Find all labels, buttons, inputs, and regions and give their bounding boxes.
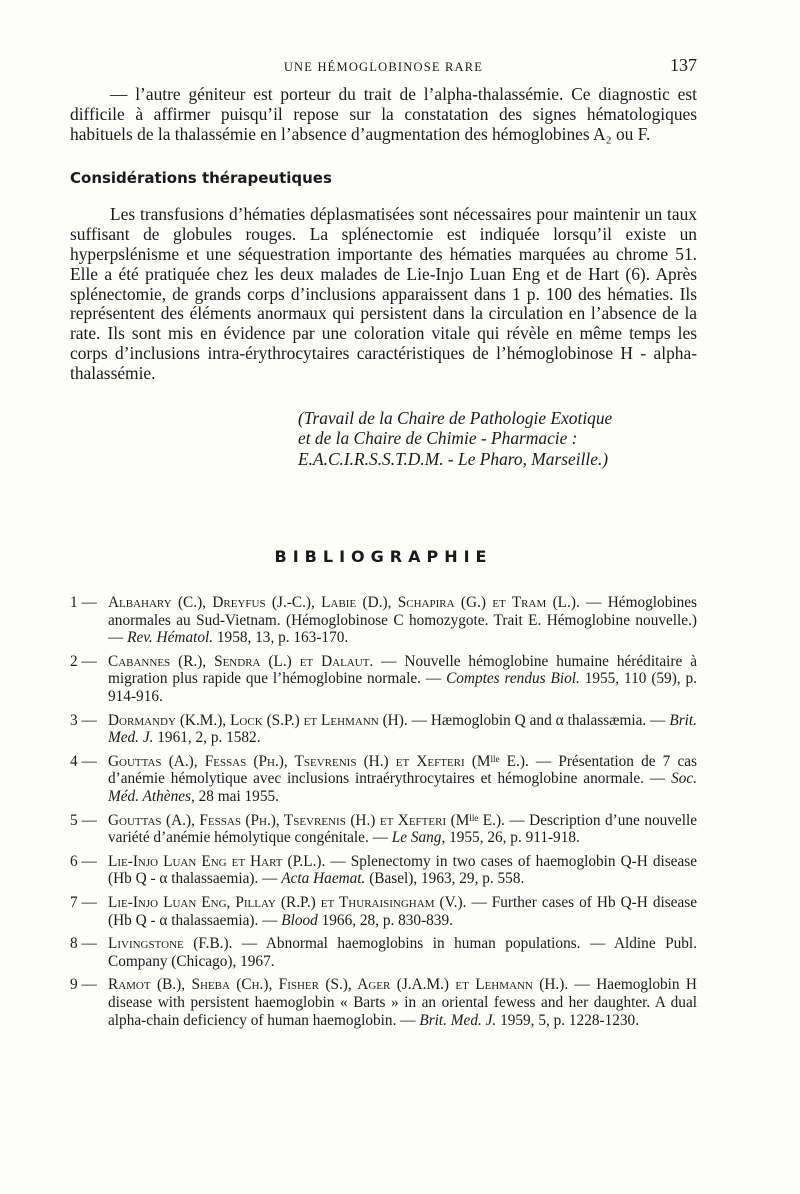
- reference-tail: 28 mai 1955.: [194, 788, 279, 805]
- reference-item: [70, 712, 697, 747]
- reference-body: [108, 653, 697, 706]
- reference-tail: 1955, 110 (59), p. 914-916.: [108, 670, 698, 706]
- reference-number: 2 —: [70, 652, 97, 670]
- reference-source: Le Sang,: [391, 829, 446, 847]
- reference-text: — Splenectomy in two cases of haemoglobin Q-H disease (Hb Q - α thalassaemia). —: [108, 852, 697, 888]
- signature-line: et de la Chaire de Chimie - Pharmacie :: [298, 428, 578, 449]
- page-number: 137: [670, 55, 697, 75]
- reference-source: Acta Haemat.: [281, 870, 366, 888]
- reference-authors: Cabannes (R.), Sendra (L.) et Dalaut.: [108, 652, 374, 670]
- reference-tail: 1958, 13, p. 163-170.: [213, 629, 349, 647]
- reference-authors: Gouttas (A.), Fessas (Ph.), Tsevrenis (H.) et Xefteri (Mˡˡᵉ E.).: [108, 752, 529, 770]
- reference-body: [108, 894, 697, 929]
- reference-body: [108, 976, 697, 1029]
- intro-paragraph: — l’autre géniteur est porteur du trait de l’alpha-thalassémie. Ce diagnostic est difficile à affirmer puisqu’il repose sur la constatation des signes hématologiques habituels de la thalassémie en l’absence d’augmentation des hémoglobines A₂ ou F.: [70, 84, 697, 144]
- reference-item: [70, 976, 697, 1029]
- reference-number: 1 —: [70, 594, 97, 612]
- reference-tail: 1955, 26, p. 911-918.: [445, 829, 580, 847]
- section-heading: Considérations thérapeutiques: [70, 169, 332, 188]
- reference-source: Blood: [281, 911, 318, 929]
- reference-text: — Présentation de 7 cas d’anémie hémolytique avec inclusions intraérythrocytaires et hémoglobine anormale. —: [108, 752, 697, 788]
- reference-text: — Haemoglobin H disease with persistent haemoglobin « Barts » in an oriental fewess and her daughter. A dual alpha-chain deficiency of human haemoglobin. —: [108, 976, 697, 1029]
- reference-tail: 1966, 28, p. 830-839.: [317, 911, 453, 929]
- reference-list: [70, 594, 697, 1029]
- reference-number: 7 —: [70, 893, 97, 911]
- reference-item: [70, 753, 697, 806]
- reference-item: [70, 853, 697, 888]
- reference-number: 6 —: [70, 852, 97, 870]
- reference-text: — Nouvelle hémoglobine humaine héréditaire à migration plus rapide que l’hémoglobine normale. —: [108, 652, 697, 688]
- reference-body: [108, 935, 697, 970]
- running-head: UNE HÉMOGLOBINOSE RARE: [283, 60, 484, 74]
- reference-tail: 1961, 2, p. 1582.: [153, 729, 261, 747]
- page: [70, 55, 697, 1035]
- reference-tail: 1959, 5, p. 1228-1230.: [496, 1011, 640, 1029]
- reference-item: [70, 594, 697, 647]
- reference-source: Soc. Méd. Athènes,: [108, 770, 697, 805]
- reference-authors: Gouttas (A.), Fessas (Ph.), Tsevrenis (H.) et Xefteri (Mˡˡᵉ E.).: [108, 811, 505, 829]
- reference-text: — Abnormal haemoglobins in human populations. — Aldine Publ. Company (Chicago), 1967.: [108, 935, 697, 970]
- reference-authors: Albahary (C.), Dreyfus (J.-C.), Labie (D.), Schapira (G.) et Tram (L.).: [108, 594, 580, 612]
- reference-body: [108, 853, 697, 888]
- reference-number: 5 —: [70, 811, 97, 829]
- reference-number: 3 —: [70, 711, 97, 729]
- reference-source: Comptes rendus Biol.: [446, 670, 580, 688]
- signature-line: E.A.C.I.R.S.S.T.D.M. - Le Pharo, Marseille.): [298, 448, 609, 469]
- bibliography-title: BIBLIOGRAPHIE: [274, 547, 493, 567]
- therapy-paragraph: Les transfusions d’hématies déplasmatisées sont nécessaires pour maintenir un taux suffisant de globules rouges. La splénectomie est indiquée lorsqu’il existe un hyperpslénisme et une séquestration importante des hématies marquées au chrome 51. Elle a été pratiquée chez les deux malades de Lie-Injo Luan Eng et de Hart (6). Après splénectomie, de grands corps d’inclusions apparaissent dans 1 p. 100 des hématies. Ils représentent des éléments anormaux qui persistent dans la circulation en l’absence de la rate. Ils sont mis en évidence par une coloration vitale qui révèle en même temps les corps d’inclusions intra-érythrocytaires caractéristiques de l’hémoglobinose H - alpha-thalassémie.: [70, 204, 697, 383]
- reference-number: 9 —: [70, 976, 97, 994]
- reference-item: [70, 935, 697, 970]
- reference-authors: Livingstone (F.B.).: [108, 935, 233, 953]
- reference-item: [70, 653, 697, 706]
- reference-body: [108, 753, 697, 806]
- page-header: [70, 55, 697, 85]
- reference-body: [108, 594, 697, 647]
- reference-authors: Lie-Injo Luan Eng et Hart (P.L.).: [108, 852, 326, 870]
- reference-number: 8 —: [70, 935, 97, 953]
- reference-authors: Lie-Injo Luan Eng, Pillay (R.P.) et Thuraisingham (V.).: [108, 893, 467, 911]
- reference-authors: Dormandy (K.M.), Lock (S.P.) et Lehmann (H).: [108, 711, 408, 729]
- reference-text: — Hémoglobines anormales au Sud-Vietnam. (Hémoglobinose C homozygote. Trait E. Hémoglobine nouvelle.) —: [108, 594, 697, 647]
- reference-source: Rev. Hématol.: [127, 629, 214, 647]
- signature-block: [298, 408, 697, 470]
- reference-item: [70, 894, 697, 929]
- reference-text: — Hæmoglobin Q and α thalassæmia. —: [407, 711, 670, 729]
- reference-number: 4 —: [70, 752, 97, 770]
- signature-line: (Travail de la Chaire de Pathologie Exotique: [298, 407, 613, 428]
- reference-body: [108, 712, 697, 747]
- reference-source: Brit. Med. J.: [419, 1011, 497, 1029]
- reference-authors: Ramot (B.), Sheba (Ch.), Fisher (S.), Ager (J.A.M.) et Lehmann (H.).: [108, 976, 569, 994]
- reference-item: [70, 812, 697, 847]
- reference-source: Brit. Med. J.: [108, 711, 697, 747]
- reference-body: [108, 812, 697, 847]
- reference-text: — Further cases of Hb Q-H disease (Hb Q - α thalassaemia). —: [108, 893, 697, 929]
- reference-text: — Description d’une nouvelle variété d’anémie hémolytique congénitale. —: [108, 811, 697, 847]
- reference-tail: (Basel), 1963, 29, p. 558.: [365, 870, 525, 888]
